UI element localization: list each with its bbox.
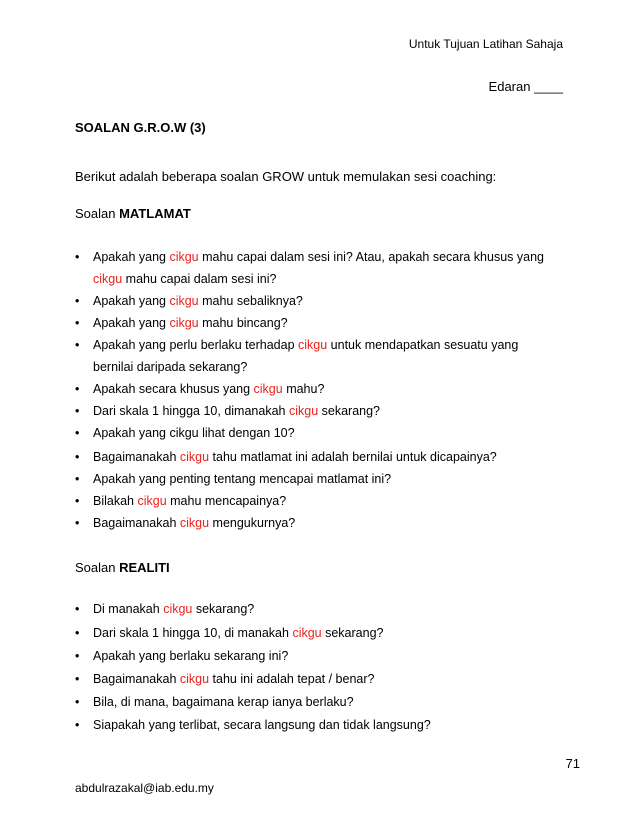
page-title: SOALAN G.R.O.W (3): [75, 120, 206, 135]
bullet-icon: •: [75, 450, 80, 464]
section-label: MATLAMAT: [119, 206, 191, 221]
section-prefix: Soalan: [75, 560, 120, 575]
section-label: REALITI: [119, 560, 170, 575]
list-item-text: Apakah yang cikgu mahu capai dalam sesi ini? Atau, apakah secara khusus yang cikgu mahu capai dalam sesi ini?: [93, 250, 544, 286]
list-item-text: Di manakah cikgu sekarang?: [93, 602, 255, 616]
bullet-icon: •: [75, 602, 80, 616]
bullet-icon: •: [75, 494, 80, 508]
list-item-text: Siapakah yang terlibat, secara langsung dan tidak langsung?: [93, 718, 431, 732]
bullet-icon: •: [75, 250, 80, 264]
bullet-icon: •: [75, 472, 80, 486]
list-item-text: Dari skala 1 hingga 10, dimanakah cikgu sekarang?: [93, 404, 381, 418]
bullet-icon: •: [75, 404, 80, 418]
bullet-icon: •: [75, 672, 80, 686]
section-prefix: Soalan: [75, 206, 120, 221]
page-number: 71: [565, 756, 580, 771]
list-item-text: Bagaimanakah cikgu tahu ini adalah tepat / benar?: [93, 672, 375, 686]
header-note: Untuk Tujuan Latihan Sahaja: [408, 37, 563, 51]
bullet-icon: •: [75, 338, 80, 352]
bullet-icon: •: [75, 316, 80, 330]
list-item-text: Dari skala 1 hingga 10, di manakah cikgu sekarang?: [93, 626, 384, 640]
edaran-label: Edaran ____: [488, 79, 563, 94]
list-item-text: Bilakah cikgu mahu mencapainya?: [93, 494, 287, 508]
section-heading-matlamat: [75, 206, 191, 221]
list-item-text: Bila, di mana, bagaimana kerap ianya berlaku?: [93, 695, 354, 709]
list-item-text: Apakah secara khusus yang cikgu mahu?: [93, 382, 325, 396]
list-item-text: Apakah yang perlu berlaku terhadap cikgu untuk mendapatkan sesuatu yang bernilai daripada sekarang?: [93, 338, 519, 374]
list-item-text: Bagaimanakah cikgu mengukurnya?: [93, 516, 296, 530]
bullet-icon: •: [75, 294, 80, 308]
list-item-text: Apakah yang berlaku sekarang ini?: [93, 649, 289, 663]
list-item-text: Apakah yang cikgu mahu bincang?: [93, 316, 288, 330]
list-item-text: Apakah yang penting tentang mencapai matlamat ini?: [93, 472, 392, 486]
bullet-icon: •: [75, 626, 80, 640]
list-item-text: Apakah yang cikgu mahu sebaliknya?: [93, 294, 303, 308]
bullet-icon: •: [75, 695, 80, 709]
bullet-icon: •: [75, 382, 80, 396]
bullet-icon: •: [75, 649, 80, 663]
bullet-icon: •: [75, 426, 80, 440]
section-heading-realiti: [75, 560, 170, 575]
bullet-icon: •: [75, 718, 80, 732]
bullet-icon: •: [75, 516, 80, 530]
list-item-text: Apakah yang cikgu lihat dengan 10?: [93, 426, 295, 440]
list-item-text: Bagaimanakah cikgu tahu matlamat ini adalah bernilai untuk dicapainya?: [93, 450, 497, 464]
intro-text: Berikut adalah beberapa soalan GROW untuk memulakan sesi coaching:: [75, 169, 497, 184]
footer-email: abdulrazakal@iab.edu.my: [75, 781, 214, 795]
